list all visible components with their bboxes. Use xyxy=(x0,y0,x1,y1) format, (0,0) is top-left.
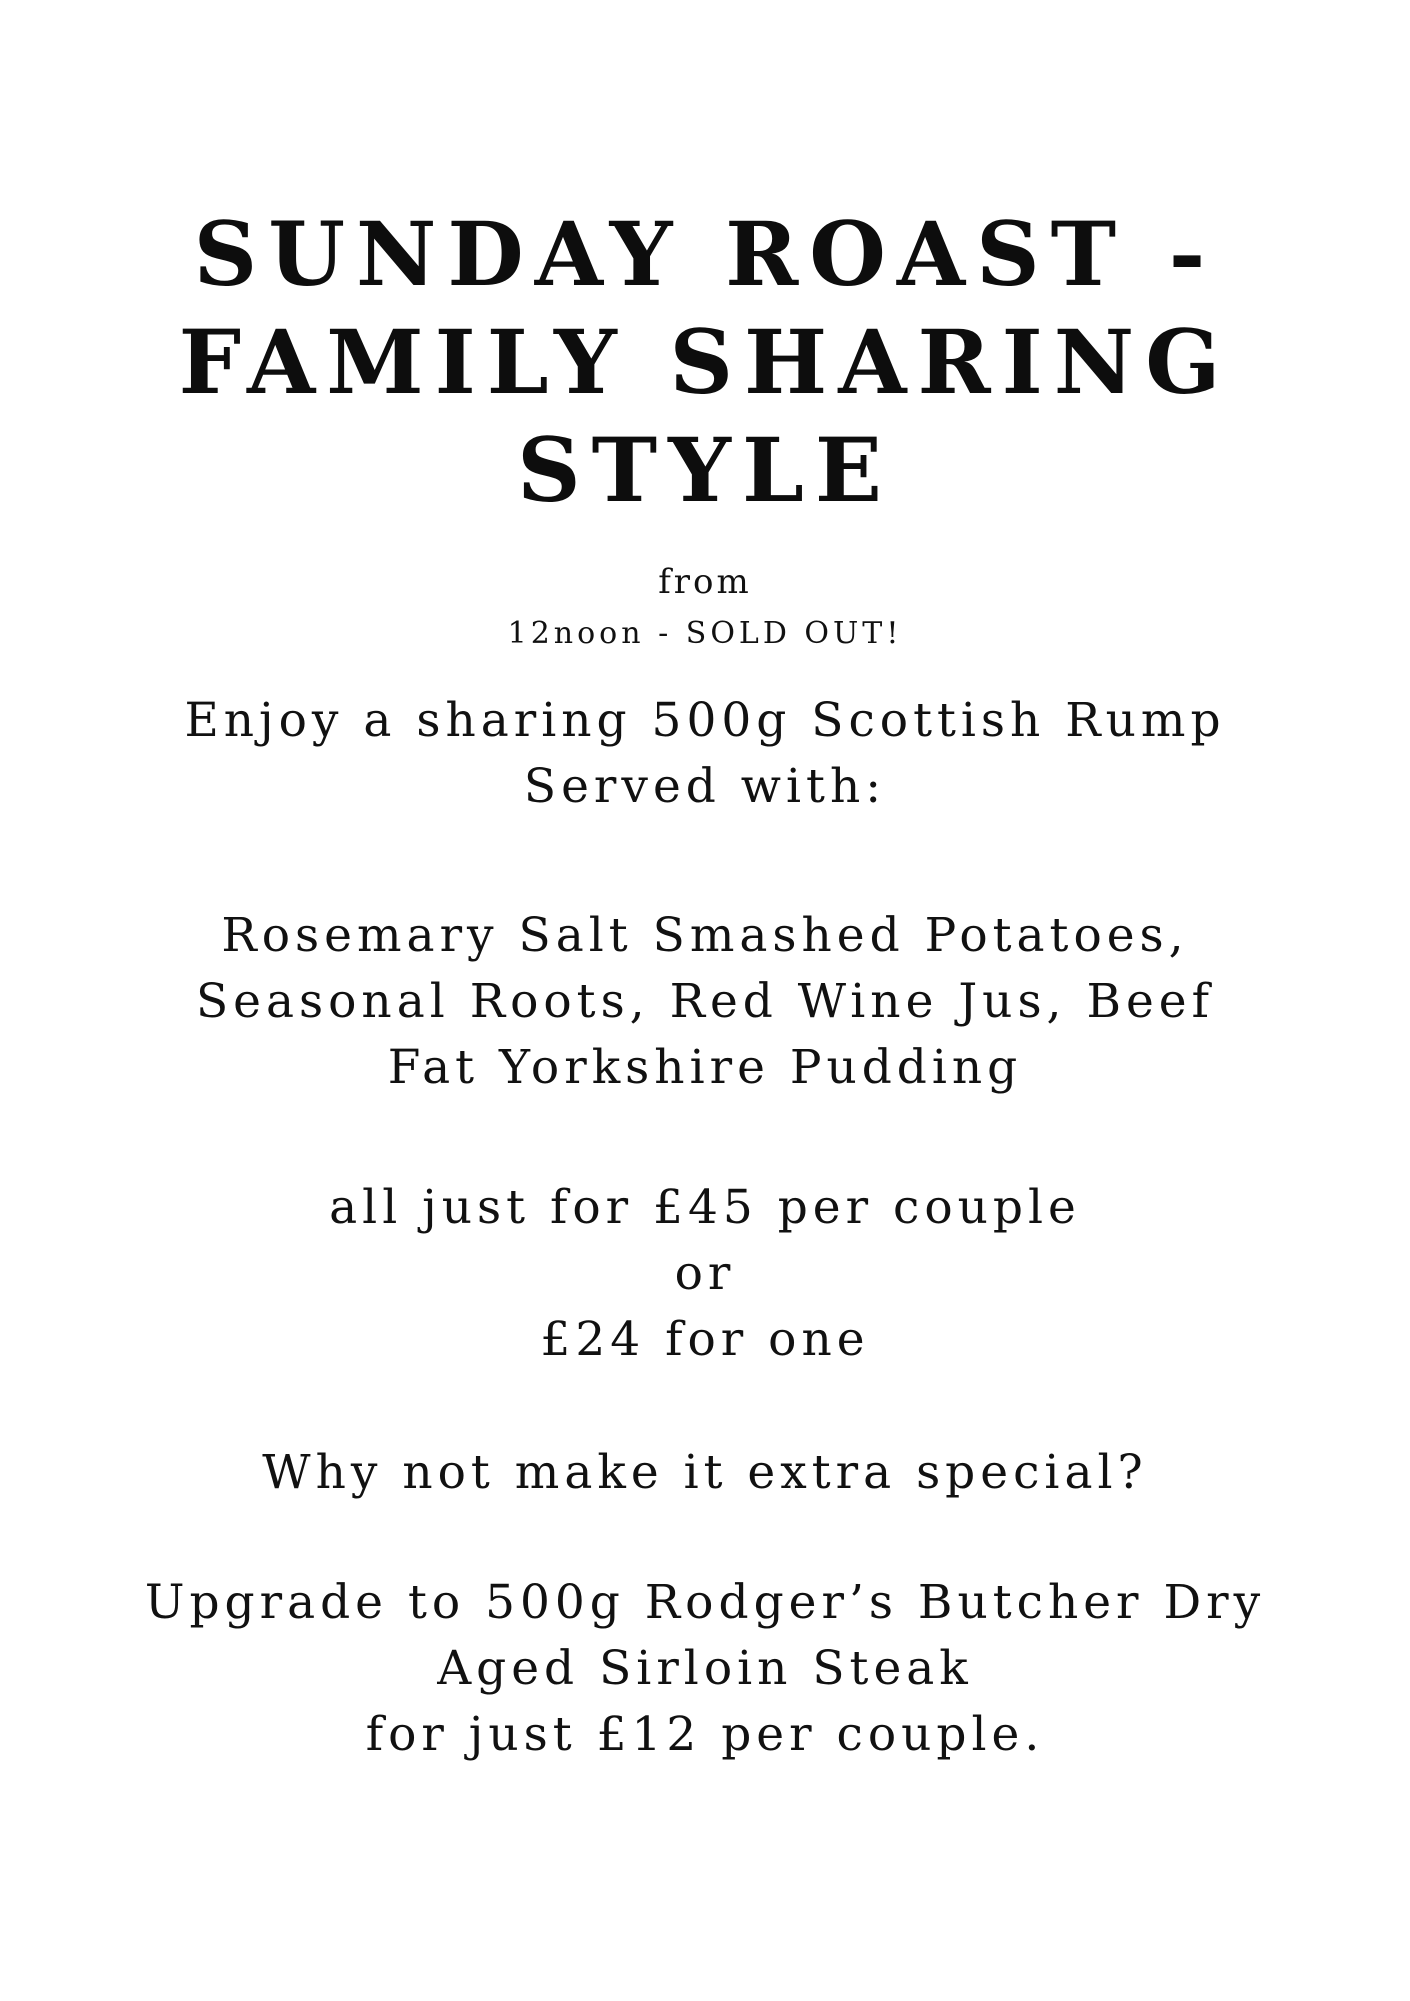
question-line: Why not make it extra special? xyxy=(262,1445,1148,1500)
page-title xyxy=(0,200,1410,524)
upgrade-question xyxy=(0,1440,1410,1506)
sides-line: Seasonal Roots, Red Wine Jus, Beef xyxy=(195,974,1215,1029)
price-single: £24 for one xyxy=(540,1312,870,1367)
title-line: STYLE xyxy=(517,418,893,522)
upgrade-line: Aged Sirloin Steak xyxy=(437,1641,973,1696)
intro-line: Served with: xyxy=(523,759,887,814)
intro-text xyxy=(0,688,1410,820)
time-status: 12noon - SOLD OUT! xyxy=(507,616,903,651)
sides-list xyxy=(0,903,1410,1101)
price-couple: all just for £45 per couple xyxy=(329,1180,1081,1235)
price-or: or xyxy=(674,1246,736,1301)
upgrade-price: for just £12 per couple. xyxy=(365,1707,1045,1762)
sides-line: Rosemary Salt Smashed Potatoes, xyxy=(221,908,1189,963)
upgrade-offer xyxy=(0,1570,1410,1768)
title-line: FAMILY SHARING xyxy=(178,310,1232,414)
pricing-block xyxy=(0,1175,1410,1373)
title-line: SUNDAY ROAST - xyxy=(193,202,1217,306)
upgrade-line: Upgrade to 500g Rodger’s Butcher Dry xyxy=(144,1575,1266,1630)
intro-line: Enjoy a sharing 500g Scottish Rump xyxy=(184,693,1226,748)
sides-line: Fat Yorkshire Pudding xyxy=(387,1040,1023,1095)
from-label: from xyxy=(658,562,752,602)
